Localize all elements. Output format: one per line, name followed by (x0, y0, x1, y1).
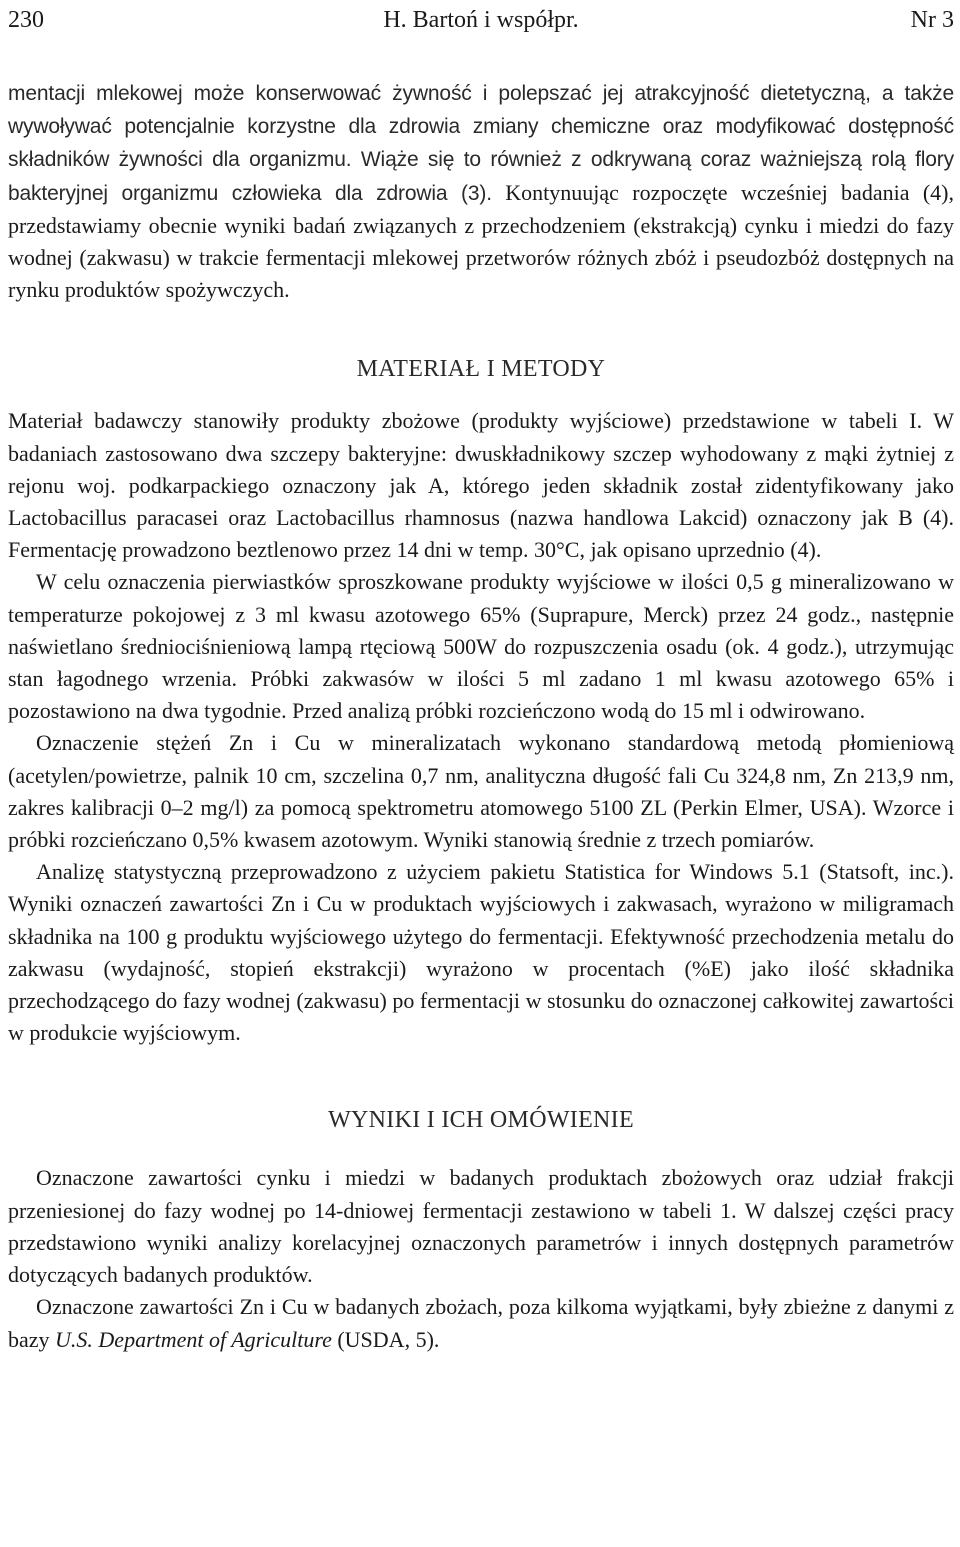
methods-section (8, 405, 954, 1049)
results-heading: WYNIKI I ICH OMÓWIENIE (328, 1107, 634, 1134)
intro-paragraph (8, 77, 954, 306)
methods-paragraph-4: Analizę statystyczną przeprowadzono z użyciem pakietu Statistica for Windows 5.1 (Statsoft, inc.). Wyniki oznaczeń zawartości Zn i Cu w produktach wyjściowych i zakwasach, wyrażono w miligramach składnika na 100 g produktu wyjściowego użytego do fermentacji. Efektywność przechodzenia metalu do zakwasu (wydajność, stopień ekstrakcji) wyrażono w procentach (%E) jako ilość składnika przechodzącego do fazy wodnej (zakwasu) po fermentacji w stosunku do oznaczonej całkowitej zawartości w produkcie wyjściowym. (8, 859, 954, 1046)
journal-issue: Nr 3 (910, 7, 954, 33)
results-paragraph-2-end: (USDA, 5). (331, 1326, 440, 1352)
document-page (8, 0, 954, 1356)
results-paragraph-2-start: Oznaczone zawartości Zn i Cu w badanych zbożach, poza kilkoma wyjątkami, były zbieżne z danymi z bazy (8, 1294, 954, 1352)
running-header (8, 0, 954, 40)
methods-heading: MATERIAŁ I METODY (356, 356, 606, 383)
methods-paragraph-2: W celu oznaczenia pierwiastków sproszkowane produkty wyjściowe w ilości 0,5 g mineralizowano w temperaturze pokojowej z 3 ml kwasu azotowego 65% (Suprapure, Merck) przez 24 godz., następnie naświetlano średniociśnieniową lampą rtęciową 500W do rozpuszczenia osadu (ok. 4 godz.), utrzymując stan łagodnego wrzenia. Próbki zakwasów w ilości 5 ml zadano 1 ml kwasu azotowego 65% i pozostawiono na dwa tygodnie. Przed analizą próbki rozcieńczono wodą do 15 ml i odwirowano. (8, 569, 954, 724)
usda-reference: U.S. Department of Agriculture (55, 1326, 332, 1352)
methods-paragraph-1: Materiał badawczy stanowiły produkty zbożowe (produkty wyjściowe) przedstawione w tabeli I. W badaniach zastosowano dwa szczepy bakteryjne: dwuskładnikowy szczep wyhodowany z mąki żytniej z rejonu woj. podkarpackiego oznaczony jak A, którego jeden składnik został zidentyfikowany jako Lactobacillus paracasei oraz Lactobacillus rhamnosus (nazwa handlowa Lakcid) oznaczony jak B (4). Fermentację prowadzono beztlenowo przez 14 dni w temp. 30°C, jak opisano uprzednio (4). (8, 408, 954, 563)
results-section (8, 1162, 954, 1355)
header-authors: H. Bartoń i współpr. (383, 7, 579, 33)
methods-paragraph-3: Oznaczenie stężeń Zn i Cu w mineralizatach wykonano standardową metodą płomieniową (acetylen/powietrze, palnik 10 cm, szczelina 0,7 nm, analityczna długość fali Cu 324,8 nm, Zn 213,9 nm, zakres kalibracji 0–2 mg/l) za pomocą spektrometru atomowego 5100 ZL (Perkin Elmer, USA). Wzorce i próbki rozcieńczano 0,5% kwasem azotowym. Wyniki stanowią średnie z trzech pomiarów. (8, 730, 954, 853)
page-number: 230 (8, 7, 44, 33)
intro-sans-text: mentacji mlekowej może konserwować żywność i polepszać jej atrakcyjność dietetyczną, a także wywoływać potencjalnie korzystne dla zdrowia zmiany chemiczne oraz modyfikować dostępność składników żywności dla organizmu. Wiąże się to również z odkrywaną coraz ważniejszą rolą flory bakteryjnej organizmu człowieka dla zdrowia (3). (8, 82, 954, 205)
intro-serif-text: Kontynuując rozpoczęte wcześniej badania (4), przedstawiamy obecnie wyniki badań związanych z przechodzeniem (ekstrakcją) cynku i miedzi do fazy wodnej (zakwasu) w trakcie fermentacji mlekowej przetworów różnych zbóż i pseudozbóż dostępnych na rynku produktów spożywczych. (8, 179, 954, 303)
results-paragraph-1: Oznaczone zawartości cynku i miedzi w badanych produktach zbożowych oraz udział frakcji przeniesionej do fazy wodnej po 14-dniowej fermentacji zestawiono w tabeli 1. W dalszej części pracy przedstawiono wyniki analizy korelacyjnej oznaczonych parametrów i innych dostępnych parametrów dotyczących badanych produktów. (8, 1165, 954, 1288)
results-paragraph-2 (8, 1291, 954, 1355)
intro-section (8, 77, 954, 306)
